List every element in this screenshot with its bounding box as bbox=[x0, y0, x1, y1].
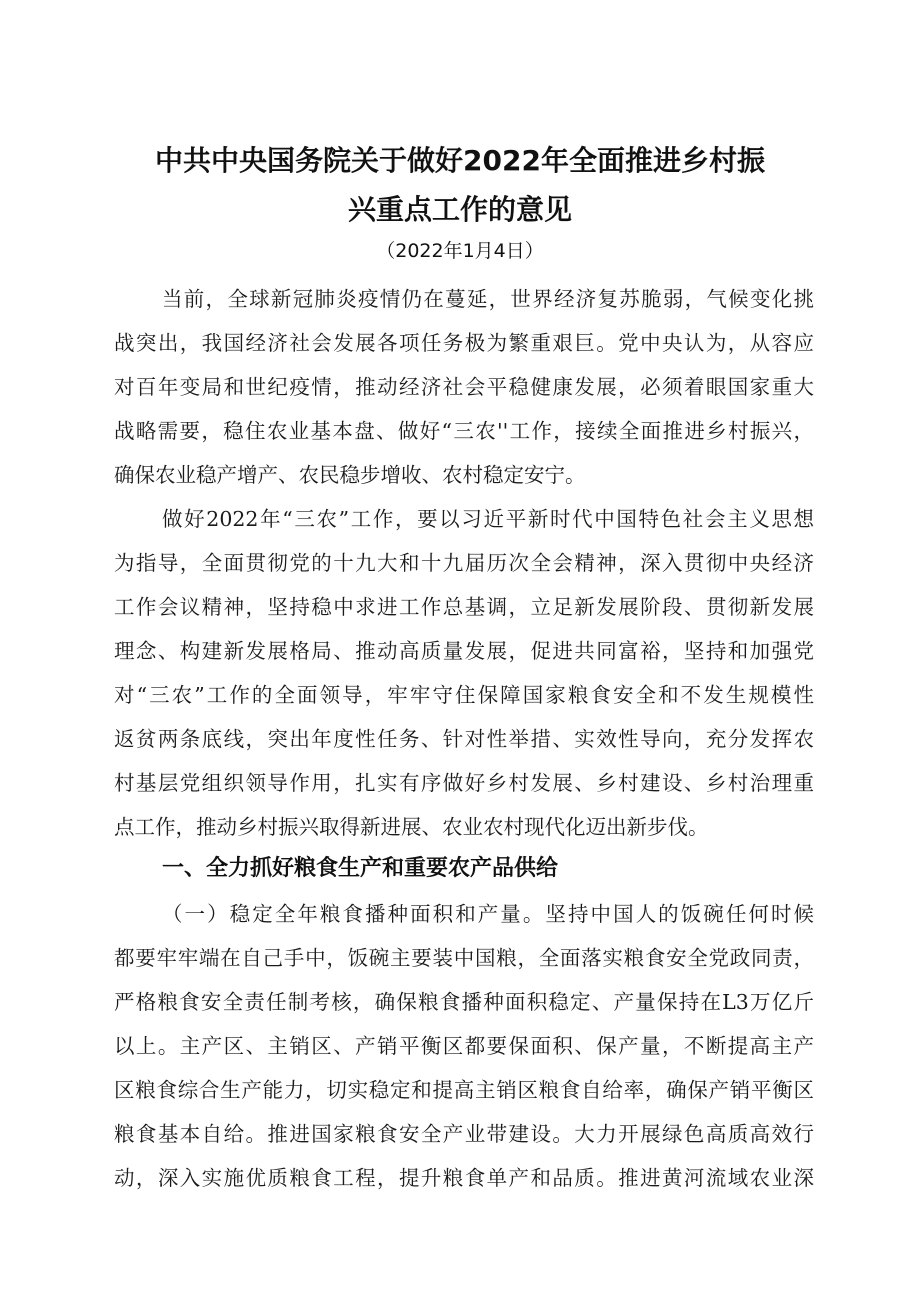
paragraph-3-line: 粮食基本自给。推进国家粮食安全产业带建设。大力开展绿色高质高效行 bbox=[114, 1122, 814, 1146]
document-title-line-2: 兴重点工作的意见 bbox=[347, 193, 572, 226]
paragraph-3-line: 动，深入实施优质粮食工程，提升粮食单产和品质。推进黄河流域农业深 bbox=[114, 1166, 814, 1190]
paragraph-3-line: 都要牢牢端在自己手中，饭碗主要装中国粮，全面落实粮食安全党政同责， bbox=[114, 946, 814, 970]
section-1-heading: 一、全力抓好粮食生产和重要农产品供给 bbox=[162, 856, 559, 881]
paragraph-2-line: 理念、构建新发展格局、推动高质量发展，促进共同富裕，坚持和加强党 bbox=[114, 639, 814, 663]
document-title-line-1: 中共中央国务院关于做好2022年全面推进乡村振 bbox=[155, 144, 765, 177]
document-date: （2022年1月4日） bbox=[376, 240, 544, 262]
paragraph-2-line: 村基层党组织领导作用，扎实有序做好乡村发展、乡村建设、乡村治理重 bbox=[114, 771, 814, 795]
paragraph-2-line: 点工作，推动乡村振兴取得新进展、农业农村现代化迈出新步伐。 bbox=[114, 815, 709, 839]
paragraph-3-line: 以上。主产区、主销区、产销平衡区都要保面积、保产量，不断提高主产 bbox=[114, 1034, 814, 1058]
paragraph-2-line: 工作会议精神，坚持稳中求进工作总基调，立足新发展阶段、贯彻新发展 bbox=[114, 595, 814, 619]
paragraph-1-line: 战略需要，稳住农业基本盘、做好“三农''工作，接续全面推进乡村振兴， bbox=[114, 419, 814, 443]
paragraph-1-line: 当前，全球新冠肺炎疫情仍在蔓延，世界经济复苏脆弱，气候变化挑 bbox=[162, 287, 814, 311]
paragraph-3-line: 严格粮食安全责任制考核，确保粮食播种面积稳定、产量保持在L3万亿斤 bbox=[114, 990, 814, 1014]
paragraph-2-line: 返贫两条底线，突出年度性任务、针对性举措、实效性导向，充分发挥农 bbox=[114, 727, 814, 751]
paragraph-2-line: 为指导，全面贯彻党的十九大和十九届历次全会精神，深入贯彻中央经济 bbox=[114, 551, 814, 575]
paragraph-2-line: 做好2022年“三农”工作，要以习近平新时代中国特色社会主义思想 bbox=[162, 507, 814, 531]
paragraph-3-line: 区粮食综合生产能力，切实稳定和提高主销区粮食自给率，确保产销平衡区 bbox=[114, 1078, 814, 1102]
paragraph-1-line: 对百年变局和世纪疫情，推动经济社会平稳健康发展，必须着眼国家重大 bbox=[114, 375, 814, 399]
paragraph-1-line: 战突出，我国经济社会发展各项任务极为繁重艰巨。党中央认为，从容应 bbox=[114, 331, 814, 355]
paragraph-3-line: （一）稳定全年粮食播种面积和产量。坚持中国人的饭碗任何时候 bbox=[162, 902, 814, 926]
paragraph-1-line: 确保农业稳产增产、农民稳步增收、农村稳定安宁。 bbox=[114, 463, 586, 487]
paragraph-2-line: 对“三农”工作的全面领导，牢牢守住保障国家粮食安全和不发生规模性 bbox=[114, 683, 814, 707]
